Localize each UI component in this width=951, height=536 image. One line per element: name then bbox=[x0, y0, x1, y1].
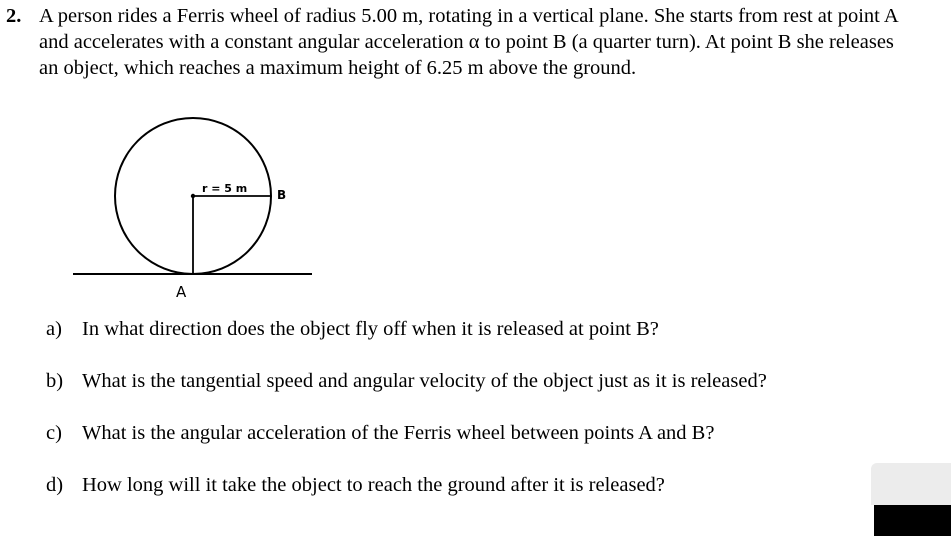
point-a-label: A bbox=[176, 283, 187, 301]
question-letter: d) bbox=[46, 474, 64, 496]
question-text: In what direction does the object fly off when it is released at point B? bbox=[82, 318, 659, 340]
problem-number: 2. bbox=[6, 5, 22, 27]
center-dot bbox=[191, 194, 195, 198]
ferris-wheel-diagram bbox=[70, 108, 320, 303]
radius-label: r = 5 m bbox=[202, 182, 248, 195]
question-letter: b) bbox=[46, 370, 64, 392]
question-text: What is the angular acceleration of the Ferris wheel between points A and B? bbox=[82, 422, 715, 444]
problem-text: A person rides a Ferris wheel of radius 5.00 m, rotating in a vertical plane. She starts from rest at point A and accelerates with a constant angular acceleration α to point B (a quarter turn). At point B she releases an object, which reaches a maximum height of 6.25 m above the ground. bbox=[39, 5, 898, 79]
question-letter: c) bbox=[46, 422, 62, 444]
point-b-label: B bbox=[277, 188, 287, 202]
question-text: How long will it take the object to reach the ground after it is released? bbox=[82, 474, 665, 496]
question-text: What is the tangential speed and angular velocity of the object just as it is released? bbox=[82, 370, 767, 392]
question-item bbox=[46, 368, 906, 394]
question-item bbox=[46, 472, 906, 498]
question-item bbox=[46, 316, 906, 342]
corner-dark-block bbox=[874, 505, 951, 536]
question-letter: a) bbox=[46, 318, 62, 340]
question-item bbox=[46, 420, 906, 446]
question-list bbox=[46, 316, 906, 524]
problem-statement bbox=[6, 3, 906, 81]
corner-overlay-panel bbox=[871, 463, 951, 505]
ferris-wheel-svg bbox=[70, 108, 320, 303]
